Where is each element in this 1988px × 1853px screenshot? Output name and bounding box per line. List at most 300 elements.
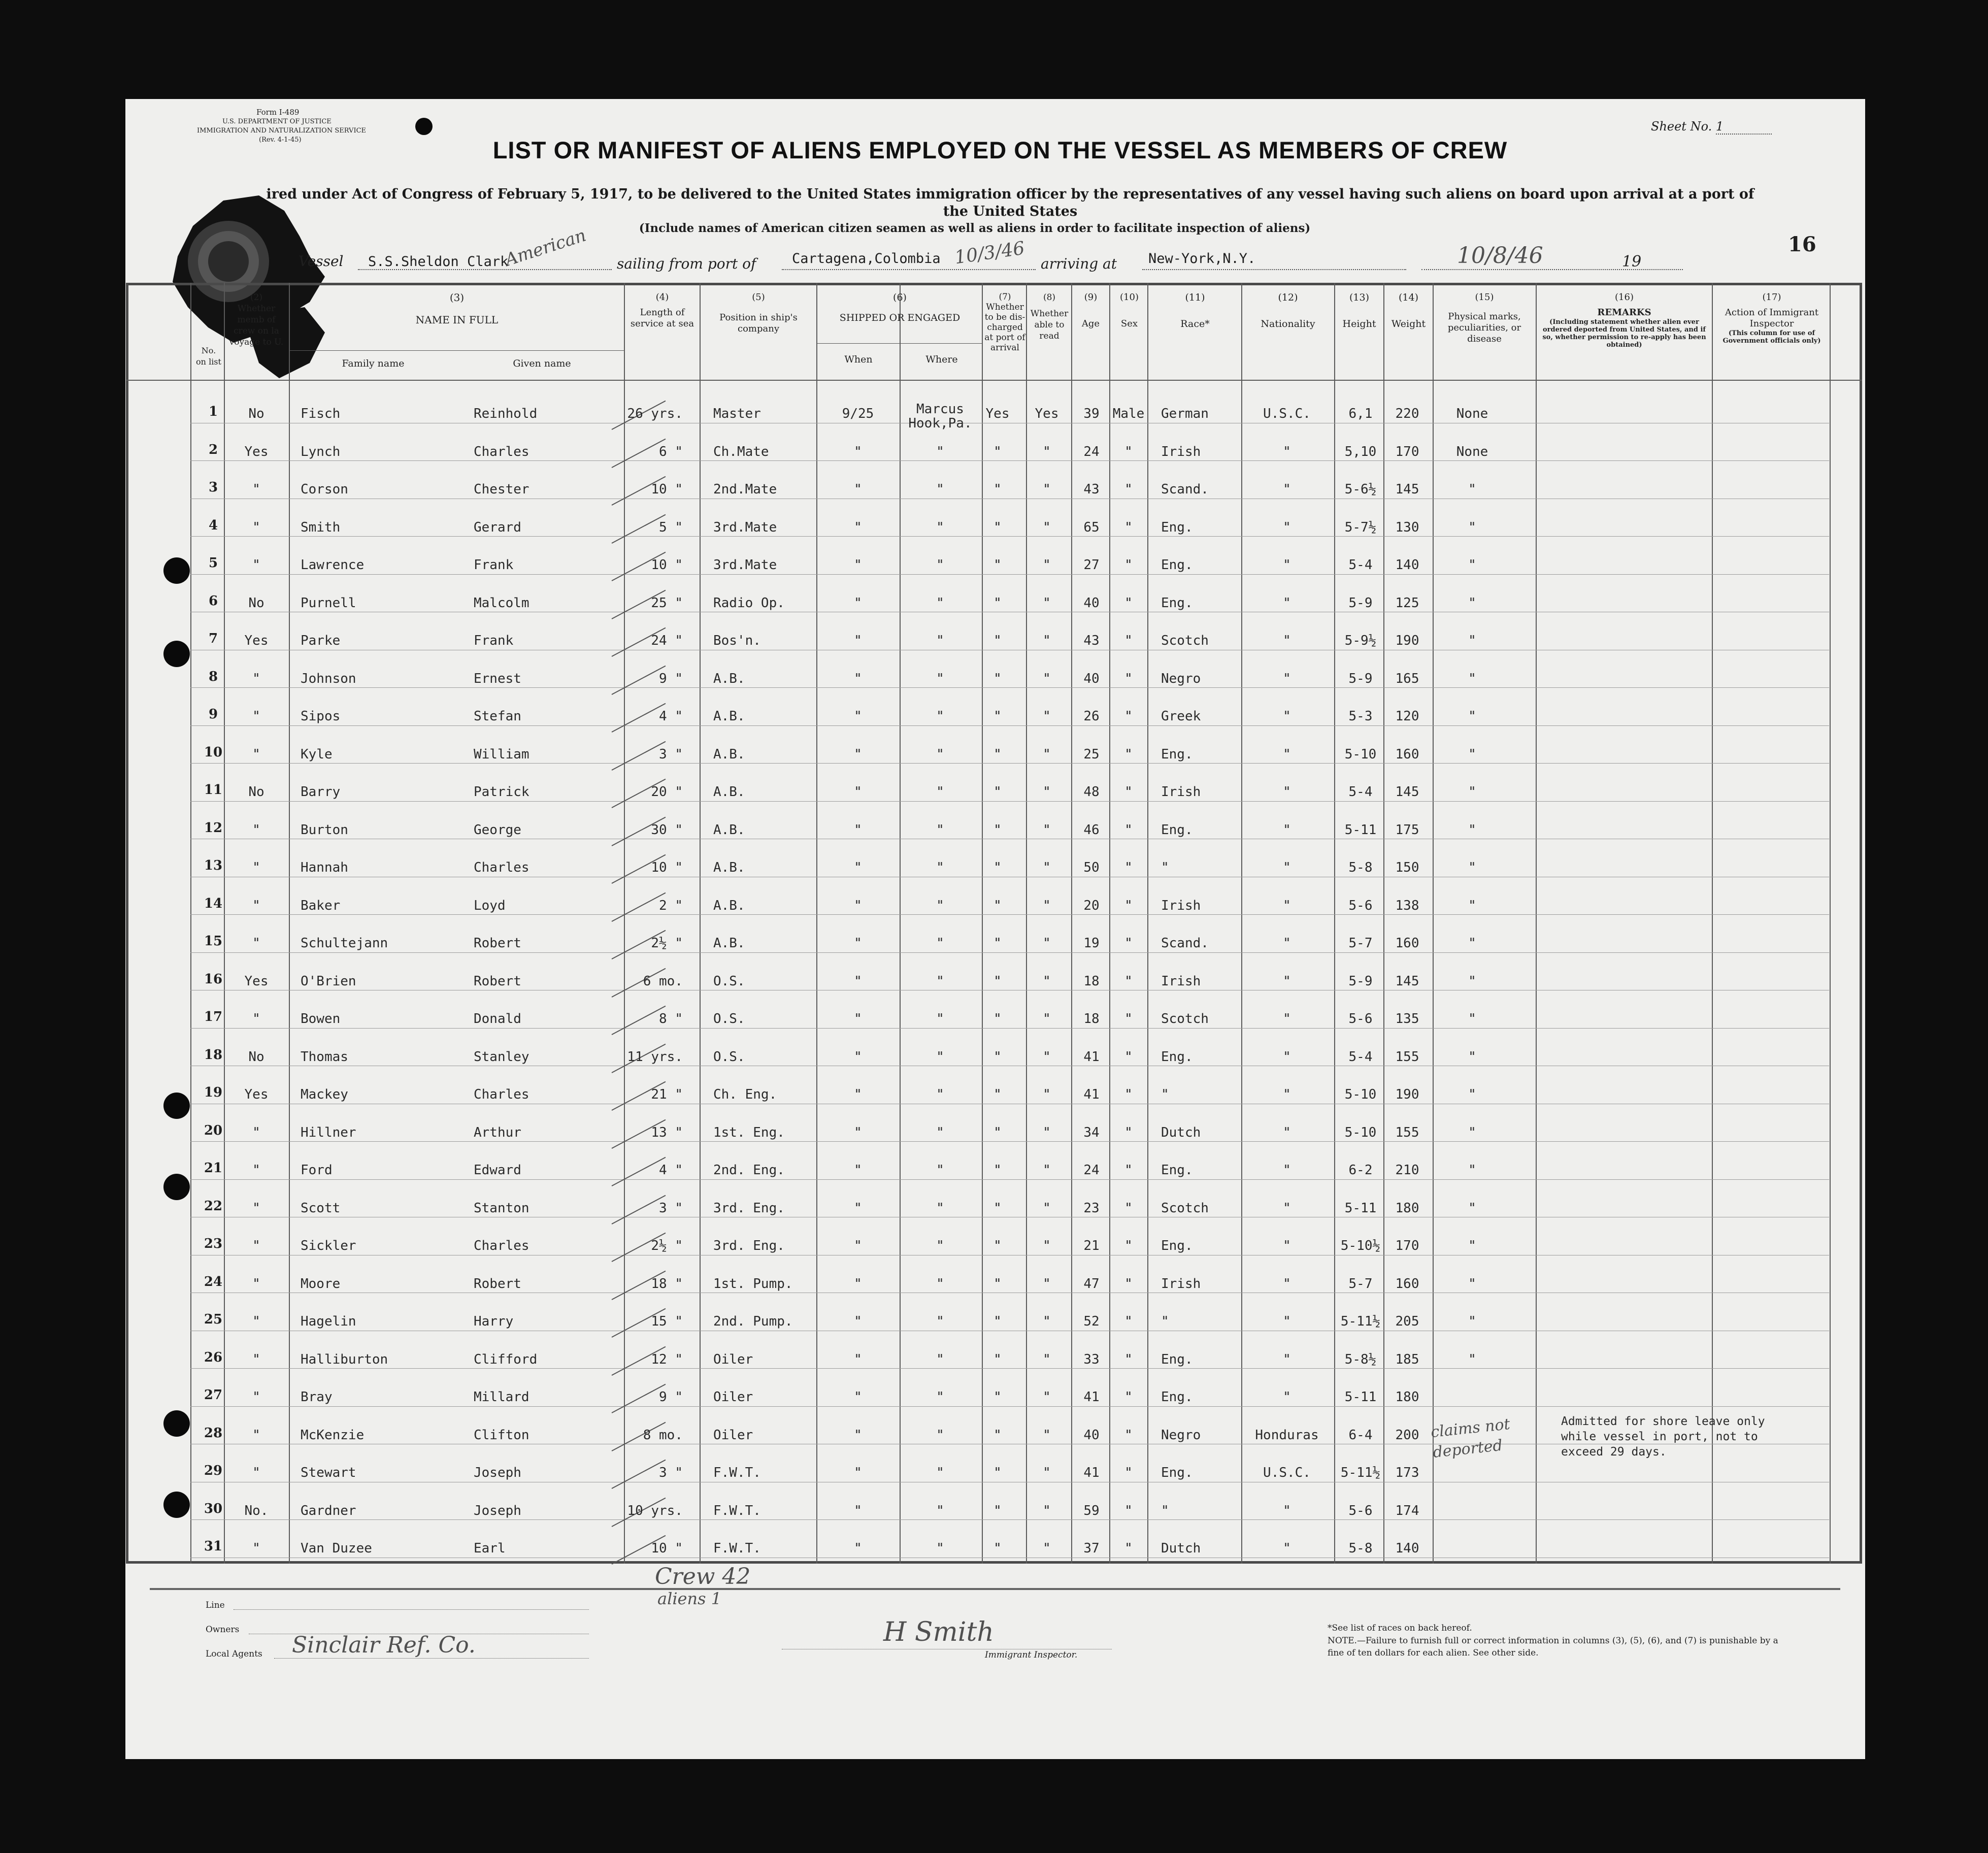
cell-sex: " [1124,709,1133,724]
cell-service: 30 " [651,822,683,838]
cell-prev: Yes [244,973,269,989]
cell-position: 2nd. Pump. [713,1314,793,1329]
cell-race: " [1161,860,1169,875]
cell-marks: " [1468,784,1476,800]
cell-nat: " [1283,482,1291,497]
cell-family: Lynch [301,444,341,459]
cell-prev: " [252,1238,260,1253]
cell-where: Marcus Hook,Pa. [908,402,972,431]
cell-when: " [854,1503,862,1518]
inspector-label: Immigrant Inspector. [985,1650,1078,1660]
cell-given: Clifton [474,1427,529,1443]
cell-race: Scand. [1161,482,1209,497]
cell-position: O.S. [713,973,745,989]
cell-race: Scand. [1161,936,1209,951]
cell-given: William [474,746,529,762]
cell-weight: 130 [1395,519,1419,535]
cell-age: 41 [1083,1389,1100,1405]
cell-weight: 180 [1395,1389,1419,1405]
cell-given: Clifford [474,1351,538,1367]
cell-age: 40 [1083,595,1100,611]
cell-where: " [936,595,944,611]
races-note: *See list of races on back hereof. [1328,1623,1472,1633]
cell-weight: 145 [1395,482,1419,497]
cell-disch: " [993,1163,1002,1178]
penalty-note: NOTE.—Failure to furnish full or correct information in columns (3), (5), (6), and (7) is punishable by a fine of ten dollars for each alien. See other side. [1328,1636,1778,1658]
cell-age: 33 [1083,1351,1100,1367]
cell-when: " [854,936,862,951]
cell-height: 5-3 [1348,709,1373,724]
cell-nat: " [1283,973,1291,989]
cell-position: 1st. Eng. [713,1124,785,1140]
cell-nat: " [1283,1314,1291,1329]
cell-height: 5-10 [1344,1124,1377,1140]
cell-when: " [854,1427,862,1443]
cell-service: 9 " [659,1389,683,1405]
cell-prev: No [248,406,264,421]
cell-when: " [854,1049,862,1065]
cell-height: 5-4 [1348,1049,1373,1065]
cell-family: Bray [301,1389,333,1405]
cell-height: 5-9 [1348,595,1373,611]
cell-when: " [854,482,862,497]
cell-when: " [854,898,862,913]
cell-position: O.S. [713,1049,745,1065]
cell-where: " [936,822,944,838]
cell-family: McKenzie [301,1427,365,1443]
cell-read: " [1043,898,1051,913]
arrival-date: 10/8/46 [1457,243,1543,269]
row-number: 22 [204,1198,223,1214]
cell-sex: " [1124,633,1133,648]
cell-age: 23 [1083,1200,1100,1216]
cell-read: " [1043,860,1051,875]
cell-position: A.B. [713,822,745,838]
cell-family: Johnson [301,671,356,686]
cell-service: 9 " [659,671,683,686]
cell-position: A.B. [713,784,745,800]
cell-height: 5-10 [1344,1087,1377,1102]
cell-prev: " [252,1314,260,1329]
cell-disch: " [993,1314,1002,1329]
form-service: IMMIGRATION AND NATURALIZATION SERVICE [197,127,367,135]
cell-when: " [854,1087,862,1102]
cell-where: " [936,1049,944,1065]
cell-marks: None [1456,444,1488,459]
page-subtitle: ired under Act of Congress of February 5, 1917, to be delivered to the United States immigration officer by the representatives of any vessel having such aliens on board upon arrival at a port of the United States [266,186,1754,219]
cell-given: Earl [474,1541,506,1556]
cell-weight: 155 [1395,1049,1419,1065]
cell-where: " [936,936,944,951]
cell-read: " [1043,595,1051,611]
row-number: 11 [204,782,223,798]
cell-read: " [1043,444,1051,459]
cell-prev: " [252,671,260,686]
cell-height: 6-4 [1348,1427,1373,1443]
cell-height: 5-10 [1344,746,1377,762]
crew-count: Crew 42 [655,1564,751,1590]
cell-position: F.W.T. [713,1541,761,1556]
cell-race: Eng. [1161,1049,1193,1065]
row-number: 1 [208,404,218,419]
form-rev: (Rev. 4-1-45) [259,136,302,144]
cell-when: " [854,633,862,648]
cell-when: " [854,1351,862,1367]
cell-prev: " [252,1200,260,1216]
cell-age: 21 [1083,1238,1100,1253]
cell-where: " [936,860,944,875]
cell-position: Master [713,406,761,421]
remark-row-28: Admitted for shore leave only while vessel in port, not to exceed 29 days. [1561,1415,1765,1459]
cell-weight: 150 [1395,860,1419,875]
cell-age: 26 [1083,709,1100,724]
cell-position: A.B. [713,898,745,913]
cell-position: A.B. [713,936,745,951]
cell-height: 5-6 [1348,1503,1373,1518]
col-header-no-on-list: No. on list [196,346,221,367]
cell-age: 65 [1083,519,1100,535]
cell-marks: " [1468,1238,1476,1253]
sheet-label: Sheet No. [1651,119,1712,134]
cell-when: " [854,1200,862,1216]
cell-marks: " [1468,1049,1476,1065]
cell-service: 18 " [651,1276,683,1292]
cell-given: Charles [474,860,529,875]
arriving-label: arriving at [1041,255,1117,272]
cell-prev: " [252,1389,260,1405]
cell-prev: " [252,822,260,838]
cell-sex: " [1124,1314,1133,1329]
cell-sex: " [1124,1087,1133,1102]
cell-prev: No [248,595,264,611]
cell-prev: " [252,898,260,913]
row-number: 10 [204,744,223,760]
cell-position: F.W.T. [713,1465,761,1480]
cell-age: 40 [1083,1427,1100,1443]
cell-disch: " [993,482,1002,497]
cell-when: " [854,784,862,800]
cell-given: Loyd [474,898,506,913]
cell-service: 8 " [659,1011,683,1027]
cell-disch: " [993,898,1002,913]
cell-family: Thomas [301,1049,348,1065]
cell-height: 5-7½ [1344,519,1377,535]
row-number: 25 [204,1312,223,1327]
cell-disch: " [993,709,1002,724]
cell-weight: 160 [1395,1276,1419,1292]
cell-sex: " [1124,1276,1133,1292]
cell-weight: 145 [1395,784,1419,800]
cell-nat: " [1283,1351,1291,1367]
row-number: 18 [204,1047,223,1063]
cell-nat: " [1283,1163,1291,1178]
cell-weight: 145 [1395,973,1419,989]
cell-family: Kyle [301,746,333,762]
cell-family: Ford [301,1163,333,1178]
cell-when: " [854,1276,862,1292]
cell-age: 52 [1083,1314,1100,1329]
page-title: LIST OR MANIFEST OF ALIENS EMPLOYED ON THE VESSEL AS MEMBERS OF CREW [492,137,1508,163]
cell-family: Corson [301,482,348,497]
cell-read: " [1043,1200,1051,1216]
cell-given: Robert [474,936,521,951]
cell-service: 21 " [651,1087,683,1102]
cell-position: Ch. Eng. [713,1087,777,1102]
cell-read: " [1043,1238,1051,1253]
cell-weight: 174 [1395,1503,1419,1518]
cell-where: " [936,1541,944,1556]
row-number: 26 [204,1349,223,1365]
cell-where: " [936,1238,944,1253]
cell-sex: " [1124,1389,1133,1405]
row-number: 24 [204,1274,223,1289]
cell-when: " [854,595,862,611]
cell-when: " [854,709,862,724]
cell-nat: " [1283,746,1291,762]
cell-family: Purnell [301,595,356,611]
row-number: 9 [208,707,218,722]
cell-disch: " [993,1503,1002,1518]
cell-given: Charles [474,444,529,459]
cell-race: Eng. [1161,1163,1193,1178]
cell-height: 5-9 [1348,973,1373,989]
col-header-marks: (15) Physical marks, peculiarities, or disease [1447,292,1521,344]
cell-weight: 140 [1395,557,1419,573]
cell-weight: 220 [1395,406,1419,421]
cell-read: " [1043,1503,1051,1518]
cell-height: 5-4 [1348,784,1373,800]
cell-age: 47 [1083,1276,1100,1292]
local-agents-label: Local Agents [206,1649,262,1659]
cell-read: " [1043,1541,1051,1556]
cell-position: A.B. [713,746,745,762]
cell-when: 9/25 [842,406,874,421]
cell-disch: " [993,1124,1002,1140]
col-header-shipped: (6) SHIPPED OR ENGAGED [839,292,960,323]
cell-prev: Yes [244,1087,269,1102]
cell-when: " [854,1124,862,1140]
cell-sex: " [1124,1124,1133,1140]
col-header-name: (3) NAME IN FULL [415,291,499,326]
include-note: (Include names of American citizen seamen as well as aliens in order to facilitate inspection of aliens) [639,221,1311,235]
cell-sex: " [1124,1011,1133,1027]
cell-height: 5-8 [1348,1541,1373,1556]
cell-given: Joseph [474,1503,521,1518]
cell-disch: " [993,671,1002,686]
cell-read: " [1043,519,1051,535]
col-header-weight: (14) Weight [1391,292,1426,329]
cell-given: Robert [474,1276,521,1292]
cell-given: Stanley [474,1049,529,1065]
cell-marks: " [1468,595,1476,611]
cell-nat: " [1283,519,1291,535]
cell-prev: " [252,860,260,875]
cell-where: " [936,444,944,459]
cell-when: " [854,860,862,875]
row-number: 7 [208,631,218,646]
cell-sex: " [1124,1427,1133,1443]
cell-weight: 190 [1395,1087,1419,1102]
owners-label: Owners [206,1625,240,1635]
cell-family: Hannah [301,860,348,875]
cell-where: " [936,784,944,800]
cell-position: Radio Op. [713,595,785,611]
cell-race: Dutch [1161,1541,1201,1556]
cell-sex: " [1124,671,1133,686]
cell-prev: " [252,1351,260,1367]
cell-prev: " [252,1276,260,1292]
cell-weight: 155 [1395,1124,1419,1140]
cell-when: " [854,671,862,686]
cell-position: Ch.Mate [713,444,769,459]
cell-service: 24 " [651,633,683,648]
cell-position: Bos'n. [713,633,761,648]
cell-age: 46 [1083,822,1100,838]
cell-read: " [1043,822,1051,838]
cell-disch: " [993,1049,1002,1065]
cell-read: " [1043,1087,1051,1102]
col-header-height: (13) Height [1342,292,1376,329]
cell-race: Negro [1161,671,1201,686]
cell-position: A.B. [713,671,745,686]
cell-prev: No [248,1049,264,1065]
cell-prev: Yes [244,633,269,648]
row-number: 2 [208,442,218,457]
cell-given: George [474,822,521,838]
cell-family: Sipos [301,709,341,724]
cell-height: 5-11½ [1340,1314,1381,1329]
aliens-count: aliens 1 [657,1589,722,1608]
cell-prev: " [252,1465,260,1480]
cell-marks: " [1468,1124,1476,1140]
cell-where: " [936,709,944,724]
cell-height: 5-6½ [1344,482,1377,497]
cell-height: 5-11½ [1340,1465,1381,1480]
inspector-signature: H Smith [883,1617,994,1647]
cell-where: " [936,1314,944,1329]
cell-disch: " [993,1238,1002,1253]
cell-sex: " [1124,1351,1133,1367]
cell-sex: " [1124,860,1133,875]
cell-nat: " [1283,1389,1291,1405]
col-header-discharged: (7) Whether to be dis-charged at port of arrival [984,292,1025,353]
cell-race: Eng. [1161,595,1193,611]
cell-prev: " [252,1541,260,1556]
cell-marks: " [1468,936,1476,951]
cell-read: " [1043,482,1051,497]
col-header-family-name: Family name [342,358,405,369]
cell-nat: " [1283,1124,1291,1140]
cell-where: " [936,633,944,648]
cell-weight: 190 [1395,633,1419,648]
line-label: Line [206,1600,225,1610]
cell-height: 5,10 [1344,444,1377,459]
cell-nat: " [1283,671,1291,686]
cell-nat: " [1283,1011,1291,1027]
cell-prev: " [252,1011,260,1027]
cell-race: Irish [1161,444,1201,459]
cell-sex: " [1124,595,1133,611]
cell-disch: " [993,822,1002,838]
cell-service: 2½ " [651,1238,683,1253]
cell-given: Donald [474,1011,521,1027]
cell-given: Malcolm [474,595,529,611]
cell-disch: " [993,1541,1002,1556]
cell-height: 5-6 [1348,898,1373,913]
cell-read: " [1043,557,1051,573]
cell-where: " [936,973,944,989]
cell-position: Oiler [713,1389,753,1405]
row-number: 3 [208,480,218,495]
cell-marks: " [1468,860,1476,875]
cell-prev: " [252,746,260,762]
cell-marks: " [1468,898,1476,913]
cell-disch: " [993,1011,1002,1027]
cell-read: " [1043,1351,1051,1367]
cell-disch: " [993,784,1002,800]
cell-position: Oiler [713,1427,753,1443]
cell-nat: " [1283,1200,1291,1216]
cell-service: 20 " [651,784,683,800]
vessel-label: Vessel [299,253,344,270]
cell-nat: " [1283,1541,1291,1556]
cell-service: 3 " [659,1465,683,1480]
cell-where: " [936,519,944,535]
cell-race: " [1161,1503,1169,1518]
cell-race: " [1161,1087,1169,1102]
cell-disch: Yes [985,406,1010,421]
cell-when: " [854,746,862,762]
cell-race: Eng. [1161,1465,1193,1480]
cell-age: 41 [1083,1087,1100,1102]
cell-weight: 165 [1395,671,1419,686]
cell-where: " [936,1011,944,1027]
cell-height: 5-10½ [1340,1238,1381,1253]
cell-family: Barry [301,784,341,800]
cell-marks: " [1468,1163,1476,1178]
row-number: 15 [204,934,223,949]
cell-race: Dutch [1161,1124,1201,1140]
cell-marks: " [1468,973,1476,989]
cell-race: Eng. [1161,1389,1193,1405]
cell-service: 4 " [659,1163,683,1178]
cell-disch: " [993,1351,1002,1367]
cell-sex: " [1124,1049,1133,1065]
cell-given: Frank [474,557,514,573]
cell-age: 19 [1083,936,1100,951]
cell-family: Moore [301,1276,341,1292]
local-agents-value: Sinclair Ref. Co. [292,1632,476,1658]
col-header-remarks: (16) REMARKS (Including statement whether alien ever ordered deported from United States, and if so, whether permission to re-apply has been obtained) [1542,292,1706,349]
cell-service: 2½ " [651,936,683,951]
cell-height: 6,1 [1348,406,1373,421]
cell-height: 5-9½ [1344,633,1377,648]
cell-race: Eng. [1161,822,1193,838]
cell-age: 43 [1083,633,1100,648]
cell-read: " [1043,1465,1051,1480]
cell-age: 50 [1083,860,1100,875]
cell-disch: " [993,1200,1002,1216]
cell-given: Millard [474,1389,529,1405]
cell-marks: " [1468,822,1476,838]
cell-disch: " [993,1276,1002,1292]
cell-sex: " [1124,973,1133,989]
sheet-value: 1 [1716,119,1772,135]
cell-disch: " [993,1087,1002,1102]
cell-service: 2 " [659,898,683,913]
cell-when: " [854,1389,862,1405]
cell-age: 18 [1083,1011,1100,1027]
